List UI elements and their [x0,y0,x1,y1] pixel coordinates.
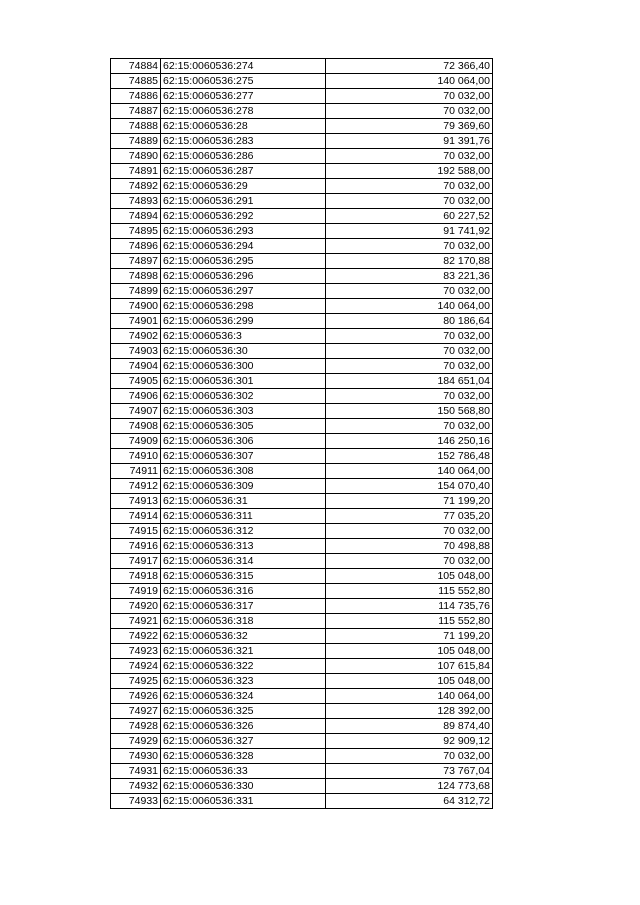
value-cell: 70 032,00 [326,389,493,404]
value-cell: 105 048,00 [326,644,493,659]
cadastral-number-cell: 62:15:0060536:275 [161,74,326,89]
table-row [111,239,493,254]
value-cell: 70 032,00 [326,104,493,119]
table-row [111,674,493,689]
cadastral-number-cell: 62:15:0060536:295 [161,254,326,269]
value-cell: 115 552,80 [326,584,493,599]
row-number-cell: 74919 [111,584,161,599]
row-number-cell: 74925 [111,674,161,689]
cadastral-number-cell: 62:15:0060536:301 [161,374,326,389]
row-number-cell: 74901 [111,314,161,329]
value-cell: 79 369,60 [326,119,493,134]
cadastral-number-cell: 62:15:0060536:294 [161,239,326,254]
table-row [111,269,493,284]
row-number-cell: 74888 [111,119,161,134]
table-row [111,329,493,344]
value-cell: 146 250,16 [326,434,493,449]
value-cell: 70 032,00 [326,419,493,434]
row-number-cell: 74916 [111,539,161,554]
cadastral-number-cell: 62:15:0060536:312 [161,524,326,539]
row-number-cell: 74909 [111,434,161,449]
row-number-cell: 74904 [111,359,161,374]
row-number-cell: 74918 [111,569,161,584]
value-cell: 128 392,00 [326,704,493,719]
table-row [111,749,493,764]
value-cell: 83 221,36 [326,269,493,284]
row-number-cell: 74897 [111,254,161,269]
table-row [111,764,493,779]
table-row [111,89,493,104]
row-number-cell: 74908 [111,419,161,434]
cadastral-number-cell: 62:15:0060536:315 [161,569,326,584]
cadastral-number-cell: 62:15:0060536:302 [161,389,326,404]
table-row [111,599,493,614]
cadastral-number-cell: 62:15:0060536:306 [161,434,326,449]
cadastral-number-cell: 62:15:0060536:325 [161,704,326,719]
table-row [111,434,493,449]
table-row [111,584,493,599]
value-cell: 70 032,00 [326,359,493,374]
row-number-cell: 74884 [111,59,161,74]
table-body [111,59,493,809]
cadastral-number-cell: 62:15:0060536:292 [161,209,326,224]
row-number-cell: 74923 [111,644,161,659]
value-cell: 140 064,00 [326,689,493,704]
cadastral-number-cell: 62:15:0060536:286 [161,149,326,164]
table-row [111,374,493,389]
table-row [111,554,493,569]
table-row [111,644,493,659]
value-cell: 107 615,84 [326,659,493,674]
cadastral-number-cell: 62:15:0060536:308 [161,464,326,479]
value-cell: 89 874,40 [326,719,493,734]
value-cell: 70 498,88 [326,539,493,554]
value-cell: 64 312,72 [326,794,493,809]
cadastral-number-cell: 62:15:0060536:28 [161,119,326,134]
value-cell: 70 032,00 [326,149,493,164]
row-number-cell: 74928 [111,719,161,734]
table-row [111,419,493,434]
value-cell: 105 048,00 [326,674,493,689]
cadastral-number-cell: 62:15:0060536:297 [161,284,326,299]
value-cell: 150 568,80 [326,404,493,419]
table-row [111,179,493,194]
row-number-cell: 74890 [111,149,161,164]
table-row [111,569,493,584]
row-number-cell: 74914 [111,509,161,524]
cadastral-number-cell: 62:15:0060536:3 [161,329,326,344]
value-cell: 70 032,00 [326,524,493,539]
table-row [111,389,493,404]
table-row [111,524,493,539]
cadastral-number-cell: 62:15:0060536:316 [161,584,326,599]
table-row [111,629,493,644]
row-number-cell: 74927 [111,704,161,719]
cadastral-number-cell: 62:15:0060536:277 [161,89,326,104]
cadastral-number-cell: 62:15:0060536:317 [161,599,326,614]
cadastral-number-cell: 62:15:0060536:318 [161,614,326,629]
row-number-cell: 74886 [111,89,161,104]
row-number-cell: 74931 [111,764,161,779]
cadastral-number-cell: 62:15:0060536:274 [161,59,326,74]
row-number-cell: 74907 [111,404,161,419]
value-cell: 71 199,20 [326,629,493,644]
value-cell: 80 186,64 [326,314,493,329]
data-table [110,58,493,809]
row-number-cell: 74895 [111,224,161,239]
cadastral-number-cell: 62:15:0060536:305 [161,419,326,434]
value-cell: 82 170,88 [326,254,493,269]
table-row [111,284,493,299]
row-number-cell: 74913 [111,494,161,509]
value-cell: 140 064,00 [326,74,493,89]
value-cell: 114 735,76 [326,599,493,614]
cadastral-number-cell: 62:15:0060536:30 [161,344,326,359]
row-number-cell: 74894 [111,209,161,224]
value-cell: 91 741,92 [326,224,493,239]
row-number-cell: 74929 [111,734,161,749]
row-number-cell: 74889 [111,134,161,149]
value-cell: 71 199,20 [326,494,493,509]
value-cell: 115 552,80 [326,614,493,629]
table-row [111,254,493,269]
table-row [111,734,493,749]
table-row [111,194,493,209]
table-row [111,404,493,419]
cadastral-number-cell: 62:15:0060536:313 [161,539,326,554]
row-number-cell: 74898 [111,269,161,284]
cadastral-number-cell: 62:15:0060536:327 [161,734,326,749]
table-row [111,119,493,134]
row-number-cell: 74917 [111,554,161,569]
table-row [111,659,493,674]
cadastral-number-cell: 62:15:0060536:31 [161,494,326,509]
row-number-cell: 74887 [111,104,161,119]
cadastral-number-cell: 62:15:0060536:331 [161,794,326,809]
value-cell: 70 032,00 [326,89,493,104]
table-row [111,449,493,464]
table-row [111,344,493,359]
table-row [111,479,493,494]
table-row [111,464,493,479]
row-number-cell: 74899 [111,284,161,299]
row-number-cell: 74891 [111,164,161,179]
table-row [111,149,493,164]
table-row [111,794,493,809]
table-row [111,299,493,314]
row-number-cell: 74911 [111,464,161,479]
table-row [111,614,493,629]
row-number-cell: 74905 [111,374,161,389]
cadastral-number-cell: 62:15:0060536:32 [161,629,326,644]
table-row [111,779,493,794]
table-row [111,134,493,149]
value-cell: 152 786,48 [326,449,493,464]
table-row [111,539,493,554]
row-number-cell: 74926 [111,689,161,704]
cadastral-number-cell: 62:15:0060536:328 [161,749,326,764]
table-row [111,509,493,524]
row-number-cell: 74922 [111,629,161,644]
value-cell: 70 032,00 [326,284,493,299]
row-number-cell: 74932 [111,779,161,794]
table-row [111,59,493,74]
row-number-cell: 74915 [111,524,161,539]
value-cell: 124 773,68 [326,779,493,794]
value-cell: 140 064,00 [326,299,493,314]
row-number-cell: 74900 [111,299,161,314]
cadastral-number-cell: 62:15:0060536:303 [161,404,326,419]
table-row [111,314,493,329]
value-cell: 184 651,04 [326,374,493,389]
row-number-cell: 74921 [111,614,161,629]
cadastral-number-cell: 62:15:0060536:283 [161,134,326,149]
cadastral-number-cell: 62:15:0060536:323 [161,674,326,689]
row-number-cell: 74902 [111,329,161,344]
table-row [111,494,493,509]
cadastral-number-cell: 62:15:0060536:330 [161,779,326,794]
row-number-cell: 74920 [111,599,161,614]
table-row [111,689,493,704]
row-number-cell: 74896 [111,239,161,254]
table-row [111,164,493,179]
value-cell: 140 064,00 [326,464,493,479]
row-number-cell: 74930 [111,749,161,764]
row-number-cell: 74906 [111,389,161,404]
table-row [111,104,493,119]
row-number-cell: 74910 [111,449,161,464]
value-cell: 154 070,40 [326,479,493,494]
value-cell: 72 366,40 [326,59,493,74]
value-cell: 73 767,04 [326,764,493,779]
cadastral-number-cell: 62:15:0060536:307 [161,449,326,464]
value-cell: 105 048,00 [326,569,493,584]
table-row [111,719,493,734]
cadastral-number-cell: 62:15:0060536:321 [161,644,326,659]
cadastral-number-cell: 62:15:0060536:29 [161,179,326,194]
row-number-cell: 74892 [111,179,161,194]
row-number-cell: 74885 [111,74,161,89]
cadastral-number-cell: 62:15:0060536:300 [161,359,326,374]
cadastral-number-cell: 62:15:0060536:33 [161,764,326,779]
value-cell: 60 227,52 [326,209,493,224]
cadastral-number-cell: 62:15:0060536:309 [161,479,326,494]
row-number-cell: 74903 [111,344,161,359]
table-row [111,74,493,89]
cadastral-number-cell: 62:15:0060536:278 [161,104,326,119]
value-cell: 77 035,20 [326,509,493,524]
table-row [111,704,493,719]
cadastral-number-cell: 62:15:0060536:296 [161,269,326,284]
value-cell: 70 032,00 [326,554,493,569]
value-cell: 70 032,00 [326,194,493,209]
value-cell: 70 032,00 [326,179,493,194]
value-cell: 70 032,00 [326,239,493,254]
cadastral-number-cell: 62:15:0060536:314 [161,554,326,569]
row-number-cell: 74893 [111,194,161,209]
table-row [111,359,493,374]
cadastral-number-cell: 62:15:0060536:298 [161,299,326,314]
cadastral-number-cell: 62:15:0060536:287 [161,164,326,179]
cadastral-number-cell: 62:15:0060536:322 [161,659,326,674]
cadastral-number-cell: 62:15:0060536:299 [161,314,326,329]
cadastral-number-cell: 62:15:0060536:293 [161,224,326,239]
value-cell: 192 588,00 [326,164,493,179]
table-row [111,224,493,239]
cadastral-number-cell: 62:15:0060536:291 [161,194,326,209]
row-number-cell: 74933 [111,794,161,809]
value-cell: 70 032,00 [326,749,493,764]
value-cell: 92 909,12 [326,734,493,749]
cadastral-number-cell: 62:15:0060536:324 [161,689,326,704]
value-cell: 70 032,00 [326,329,493,344]
row-number-cell: 74912 [111,479,161,494]
row-number-cell: 74924 [111,659,161,674]
cadastral-number-cell: 62:15:0060536:326 [161,719,326,734]
value-cell: 91 391,76 [326,134,493,149]
table-row [111,209,493,224]
value-cell: 70 032,00 [326,344,493,359]
cadastral-number-cell: 62:15:0060536:311 [161,509,326,524]
